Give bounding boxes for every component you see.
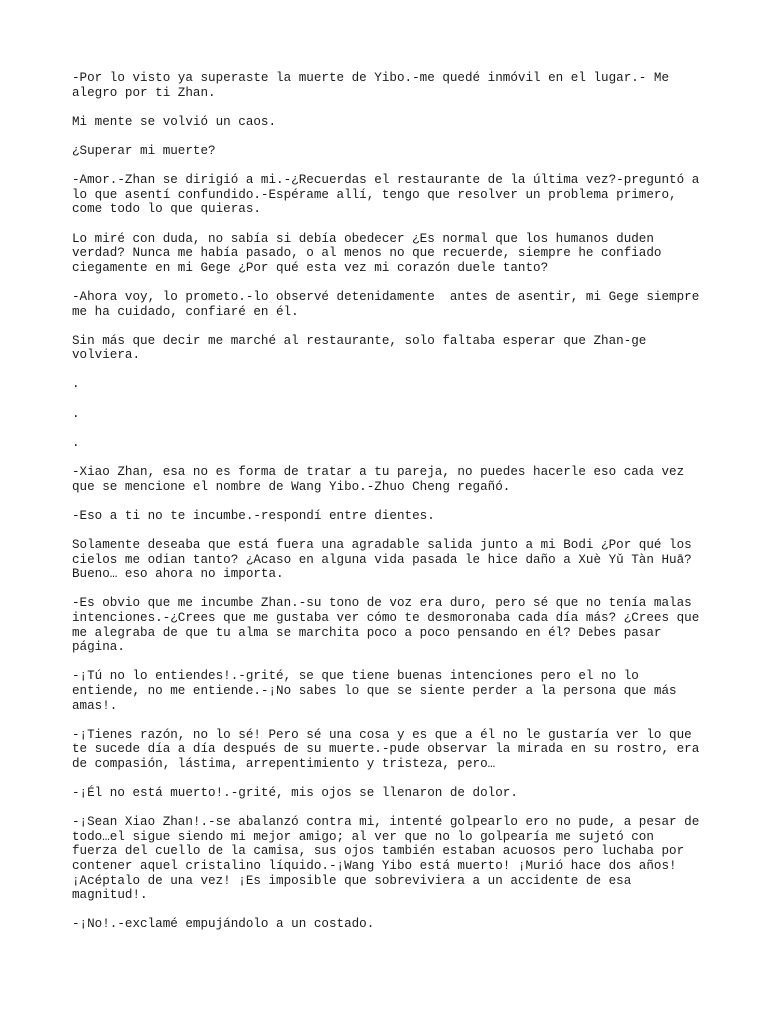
paragraph: Sin más que decir me marché al restaurante, solo faltaba esperar que Zhan-ge volviera. <box>72 333 647 363</box>
paragraph: -Xiao Zhan, esa no es forma de tratar a tu pareja, no puedes hacerle eso cada vez que se mencione el nombre de Wang Yibo.-Zhuo Cheng regañó. <box>72 465 685 494</box>
paragraph: -¡Él no está muerto!.-grité, mis ojos se llenaron de dolor. <box>72 786 518 801</box>
scene-break-dot: . <box>72 406 80 421</box>
paragraph: -¡Sean Xiao Zhan!.-se abalanzó contra mi, intenté golpearlo ero no pude, a pesar de todo…el sigue siendo mi mejor amigo; al ver que no lo golpearía me sujetó con fuerza del cuello de la camisa, sus ojos también estaban acuosos pero luchaba por contener aquel cristalino líquido.-¡Wang Yibo está muerto! ¡Murió hace dos años! ¡Acéptalo de una vez! ¡Es imposible que sobreviviera a un accidente de esa magnitud!. <box>72 815 700 903</box>
paragraph: Mi mente se volvió un caos. <box>72 114 277 129</box>
paragraph: -¡Tienes razón, no lo sé! Pero sé una cosa y es que a él no le gustaría ver lo que te sucede día a día después de su muerte.-pude observar la mirada en su rostro, era de compasión, lástima, arrepentimiento y tristeza, pero… <box>72 727 700 771</box>
paragraph: -¡No!.-exclamé empujándolo a un costado. <box>72 917 375 932</box>
paragraph: ¿Superar mi muerte? <box>72 143 216 158</box>
scene-break-dot: . <box>72 435 80 450</box>
paragraph: -Es obvio que me incumbe Zhan.-su tono de voz era duro, pero sé que no tenía malas intenciones.-¿Crees que me gustaba ver cómo te desmoronaba cada día más? ¿Crees que me alegraba de que tu alma se marchita poco a poco pensando en él? Debes pasar página. <box>72 596 700 655</box>
paragraph: -¡Tú no lo entiendes!.-grité, se que tiene buenas intenciones pero el no lo entiende, no me entiende.-¡No sabes lo que se siente perder a la persona que más amas!. <box>72 669 677 713</box>
paragraph: -Eso a ti no te incumbe.-respondí entre dientes. <box>72 508 435 523</box>
paragraph: -Amor.-Zhan se dirigió a mi.-¿Recuerdas el restaurante de la última vez?-preguntó a lo que asentí confundido.-Espérame allí, tengo que resolver un problema primero, come todo lo que quieras. <box>72 173 700 217</box>
paragraph: -Por lo visto ya superaste la muerte de Yibo.-me quedé inmóvil en el lugar.- Me alegro por ti Zhan. <box>72 71 670 100</box>
document-page <box>72 71 700 947</box>
paragraph: Solamente deseaba que está fuera una agradable salida junto a mi Bodi ¿Por qué los cielos me odian tanto? ¿Acaso en alguna vida pasada le hice daño a Xuè Yǔ Tàn Huā? Bueno… eso ahora no importa. <box>72 538 692 582</box>
paragraph: -Ahora voy, lo prometo.-lo observé detenidamente antes de asentir, mi Gege siempre me ha cuidado, confiaré en él. <box>72 289 700 319</box>
paragraph: Lo miré con duda, no sabía si debía obedecer ¿Es normal que los humanos duden verdad? Nunca me había pasado, o al menos no que recuerde, siempre he confiado ciegamente en mi Gege ¿Por qué esta vez mi corazón duele tanto? <box>72 231 662 275</box>
scene-break-dot: . <box>72 377 80 392</box>
